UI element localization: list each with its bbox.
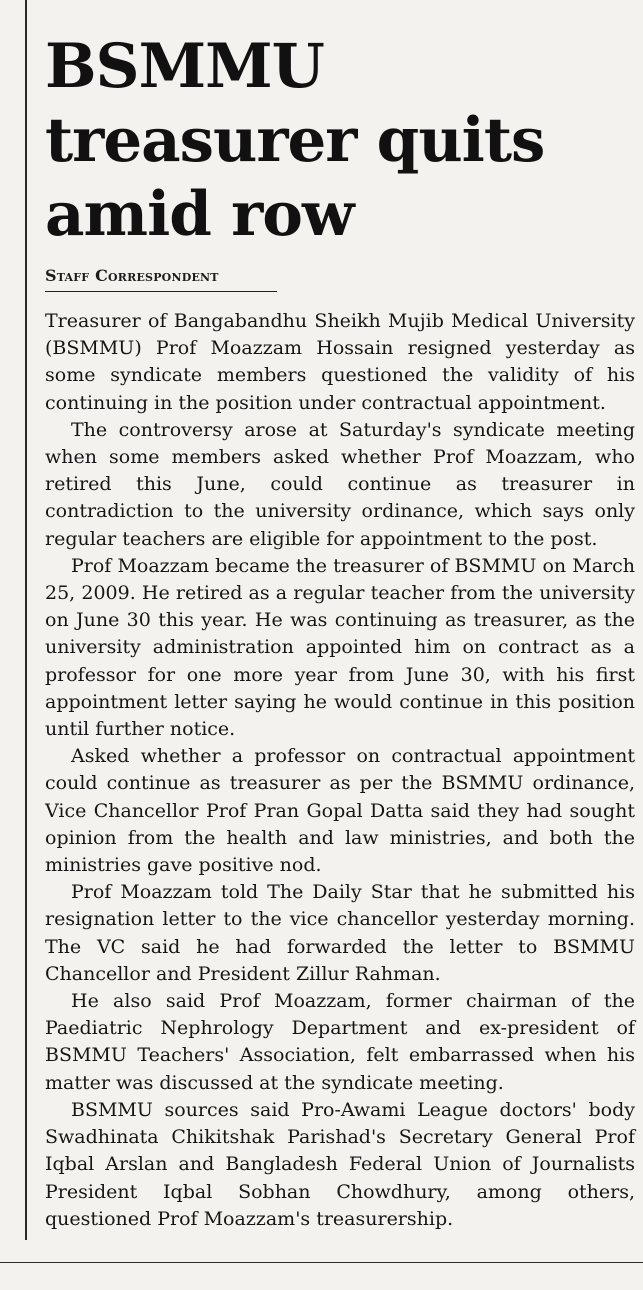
paragraph-1: Treasurer of Bangabandhu Sheikh Mujib Medical University (BSMMU) Prof Moazzam Hossain resigned yesterday as some syndicate members questioned the validity of his continuing in the position under contractual appointment. (45, 310, 635, 414)
paragraph-5: Prof Moazzam told The Daily Star that he submitted his resignation letter to the vice chancellor yesterday morning. The VC said he had forwarded the letter to BSMMU Chancellor and President Zillur Rahman. (45, 881, 635, 985)
paragraph-4: Asked whether a professor on contractual appointment could continue as treasurer as per the BSMMU ordinance, Vice Chancellor Prof Pran Gopal Datta said they had sought opinion from the health and law ministries, and both the ministries gave positive nod. (45, 745, 635, 877)
byline-row (45, 266, 277, 292)
article-body (45, 308, 635, 1233)
byline: Staff Correspondent (45, 266, 219, 285)
headline: BSMMU treasurer quits amid row (45, 31, 545, 250)
paragraph-6: He also said Prof Moazzam, former chairman of the Paediatric Nephrology Department and ex-president of BSMMU Teachers' Association, felt embarrassed when his matter was discussed at the syndicate meeting. (45, 990, 635, 1094)
column-divider (25, 0, 27, 1240)
bottom-divider (0, 1262, 643, 1263)
paragraph-3: Prof Moazzam became the treasurer of BSMMU on March 25, 2009. He retired as a regular teacher from the university on June 30 this year. He was continuing as treasurer, as the university administration appointed him on contract as a professor for one more year from June 30, with his first appointment letter saying he would continue in this position until further notice. (45, 554, 635, 741)
news-article (45, 30, 635, 1233)
paragraph-2: The controversy arose at Saturday's syndicate meeting when some members asked whether Prof Moazzam, who retired this June, could continue as treasurer in contradiction to the university ordinance, which says only regular teachers are eligible for appointment to the post. (45, 418, 635, 550)
paragraph-7: BSMMU sources said Pro-Awami League doctors' body Swadhinata Chikitshak Parishad's Secretary General Prof Iqbal Arslan and Bangladesh Federal Union of Journalists President Iqbal Sobhan Chowdhury, among others, questioned Prof Moazzam's treasurership. (45, 1098, 635, 1230)
